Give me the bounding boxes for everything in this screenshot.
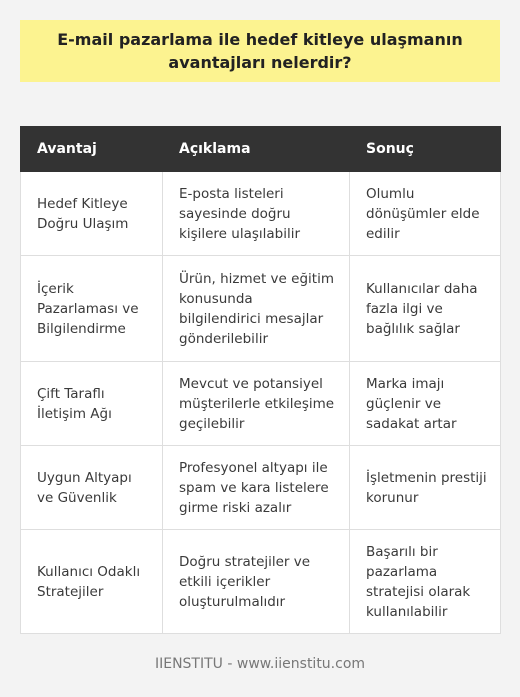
table-cell-result: Marka imajı güçlenir ve sadakat artar xyxy=(350,362,501,446)
column-header-result: Sonuç xyxy=(350,127,501,172)
table-header-row xyxy=(21,127,501,172)
table-cell-result: Başarılı bir pazarlama stratejisi olarak kullanılabilir xyxy=(350,530,501,634)
table-row xyxy=(21,530,501,634)
table-cell-advantage: İçerik Pazarlaması ve Bilgilendirme xyxy=(21,256,163,362)
table-cell-description: Doğru stratejiler ve etkili içerikler oluşturulmalıdır xyxy=(163,530,350,634)
table-cell-advantage: Çift Taraflı İletişim Ağı xyxy=(21,362,163,446)
footer-credit: IIENSTITU - www.iienstitu.com xyxy=(154,656,366,672)
table-cell-description: Mevcut ve potansiyel müşterilerle etkileşime geçilebilir xyxy=(163,362,350,446)
title-banner xyxy=(20,20,500,82)
table-cell-advantage: Uygun Altyapı ve Güvenlik xyxy=(21,446,163,530)
table-cell-advantage: Hedef Kitleye Doğru Ulaşım xyxy=(21,172,163,256)
table-row xyxy=(21,362,501,446)
table-row xyxy=(21,256,501,362)
table-cell-description: E-posta listeleri sayesinde doğru kişilere ulaşılabilir xyxy=(163,172,350,256)
table-cell-description: Profesyonel altyapı ile spam ve kara listelere girme riski azalır xyxy=(163,446,350,530)
table-row xyxy=(21,172,501,256)
table-cell-result: İşletmenin prestiji korunur xyxy=(350,446,501,530)
table-cell-result: Kullanıcılar daha fazla ilgi ve bağlılık sağlar xyxy=(350,256,501,362)
table-row xyxy=(21,446,501,530)
table-cell-advantage: Kullanıcı Odaklı Stratejiler xyxy=(21,530,163,634)
column-header-advantage: Avantaj xyxy=(21,127,163,172)
table-cell-description: Ürün, hizmet ve eğitim konusunda bilgilendirici mesajlar gönderilebilir xyxy=(163,256,350,362)
page-title: E-mail pazarlama ile hedef kitleye ulaşmanın avantajları nelerdir? xyxy=(57,30,463,72)
table-cell-result: Olumlu dönüşümler elde edilir xyxy=(350,172,501,256)
column-header-description: Açıklama xyxy=(163,127,350,172)
advantages-table xyxy=(20,126,501,634)
